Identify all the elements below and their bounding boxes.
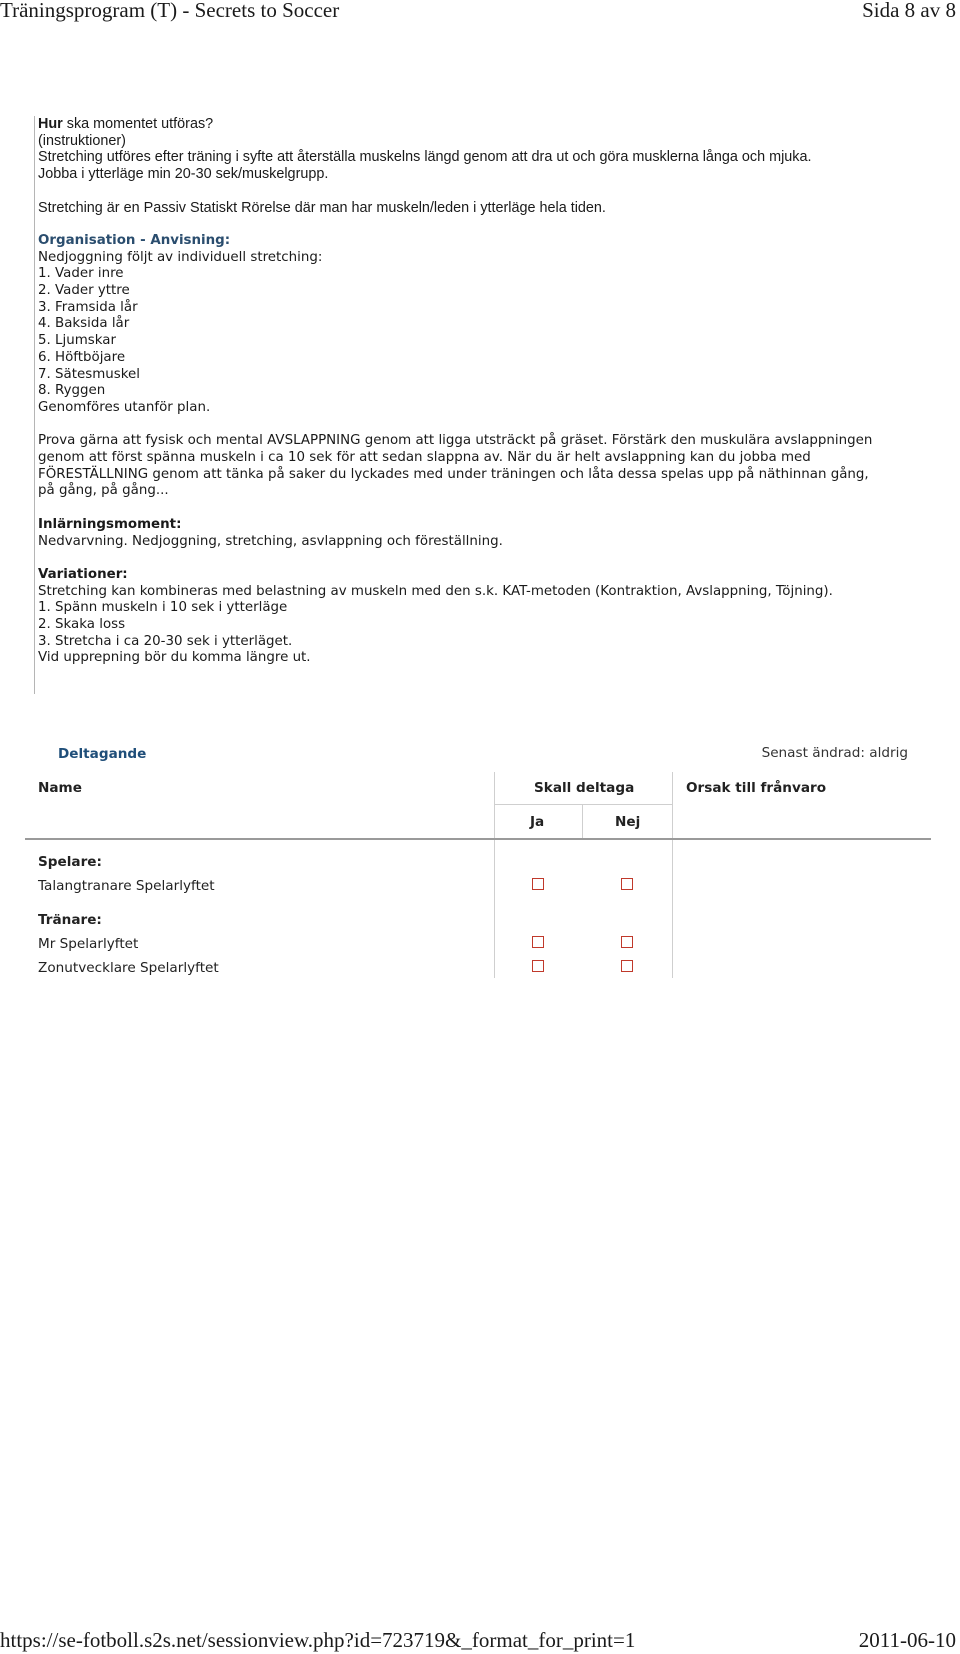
column-header-no: Nej bbox=[615, 814, 641, 830]
group-label-coaches: Tränare: bbox=[38, 912, 102, 928]
attendance-title: Deltagande bbox=[58, 746, 147, 762]
column-header-name: Name bbox=[38, 780, 82, 796]
relaxation-line: genom att först spänna muskeln i ca 10 sek för att sedan slappna av. När du är helt avslappning kan du jobba med bbox=[38, 450, 811, 466]
organisation-heading: Organisation - Anvisning: bbox=[38, 232, 231, 248]
table-header-rule bbox=[25, 838, 931, 840]
variations-line: Stretching kan kombineras med belastning av muskeln med den s.k. KAT-metoden (Kontraktion, Avslappning, Töjning). bbox=[38, 583, 833, 599]
session-description bbox=[34, 116, 938, 694]
how-question: ska momentet utföras? bbox=[62, 116, 214, 132]
organisation-intro: Nedjoggning följt av individuell stretching: bbox=[38, 249, 323, 265]
stretching-definition: Stretching är en Passiv Statiskt Rörelse där man har muskeln/leden i ytterläge hela tiden. bbox=[38, 199, 606, 216]
variations-heading: Variationer: bbox=[38, 566, 128, 582]
relaxation-line: FÖRESTÄLLNING genom att tänka på saker du lyckades med under träningen och låta dessa spelas upp på näthinnan gång, bbox=[38, 466, 869, 482]
organisation-item: 7. Sätesmuskel bbox=[38, 366, 140, 382]
attend-yes-checkbox[interactable] bbox=[532, 878, 544, 890]
relaxation-line: Prova gärna att fysisk och mental AVSLAPPNING genom att ligga utsträckt på gräset. Förstärk den muskulära avslappningen bbox=[38, 433, 873, 449]
participant-name: Mr Spelarlyftet bbox=[38, 936, 139, 952]
relaxation-line: på gång, på gång... bbox=[38, 483, 169, 499]
organisation-item: 4. Baksida lår bbox=[38, 316, 130, 332]
attend-no-checkbox[interactable] bbox=[621, 960, 633, 972]
organisation-item: 1. Vader inre bbox=[38, 266, 124, 282]
organisation-item: 2. Vader yttre bbox=[38, 283, 130, 298]
organisation-item: 8. Ryggen bbox=[38, 383, 106, 399]
organisation-item: 5. Ljumskar bbox=[38, 333, 116, 349]
column-divider bbox=[582, 805, 583, 838]
attend-yes-checkbox[interactable] bbox=[532, 960, 544, 972]
column-header-yes: Ja bbox=[530, 814, 545, 830]
instructions-line-2: Jobba i ytterläge min 20-30 sek/muskelgrupp. bbox=[38, 166, 329, 183]
attend-yes-checkbox[interactable] bbox=[532, 936, 544, 948]
page-number: Sida 8 av 8 bbox=[862, 0, 956, 22]
how-label: Hur bbox=[38, 116, 63, 132]
participant-name: Zonutvecklare Spelarlyftet bbox=[38, 960, 219, 976]
learning-heading: Inlärningsmoment: bbox=[38, 516, 182, 532]
variations-line: 2. Skaka loss bbox=[38, 617, 126, 633]
attend-no-checkbox[interactable] bbox=[621, 936, 633, 948]
organisation-item: 6. Höftböjare bbox=[38, 349, 126, 365]
variations-line: 3. Stretcha i ca 20-30 sek i ytterläget. bbox=[38, 633, 293, 649]
column-header-reason: Orsak till frånvaro bbox=[686, 780, 827, 796]
group-label-players: Spelare: bbox=[38, 854, 102, 870]
column-header-attend: Skall deltaga bbox=[534, 780, 635, 796]
print-date: 2011-06-10 bbox=[858, 1628, 956, 1652]
attend-no-checkbox[interactable] bbox=[621, 878, 633, 890]
column-divider bbox=[494, 772, 495, 978]
variations-line: 1. Spänn muskeln i 10 sek i ytterläge bbox=[38, 600, 288, 616]
last-changed: Senast ändrad: aldrig bbox=[761, 745, 908, 761]
variations-line: Vid upprepning bör du komma längre ut. bbox=[38, 650, 311, 666]
organisation-outro: Genomföres utanför plan. bbox=[38, 399, 211, 415]
column-divider bbox=[672, 772, 673, 978]
how-line bbox=[38, 116, 938, 133]
page-url: https://se-fotboll.s2s.net/sessionview.php?id=723719&_format_for_print=1 bbox=[0, 1628, 636, 1652]
header-divider bbox=[494, 804, 672, 805]
instructions-line-1: Stretching utföres efter träning i syfte att återställa muskelns längd genom att dra ut och göra musklerna långa och mjuka. bbox=[38, 149, 812, 166]
document-title: Träningsprogram (T) - Secrets to Soccer bbox=[0, 0, 340, 22]
participant-name: Talangtranare Spelarlyftet bbox=[38, 878, 215, 894]
learning-text: Nedvarvning. Nedjoggning, stretching, asvlappning och föreställning. bbox=[38, 533, 503, 549]
organisation-item: 3. Framsida lår bbox=[38, 299, 138, 315]
instructions-label: (instruktioner) bbox=[38, 132, 126, 149]
